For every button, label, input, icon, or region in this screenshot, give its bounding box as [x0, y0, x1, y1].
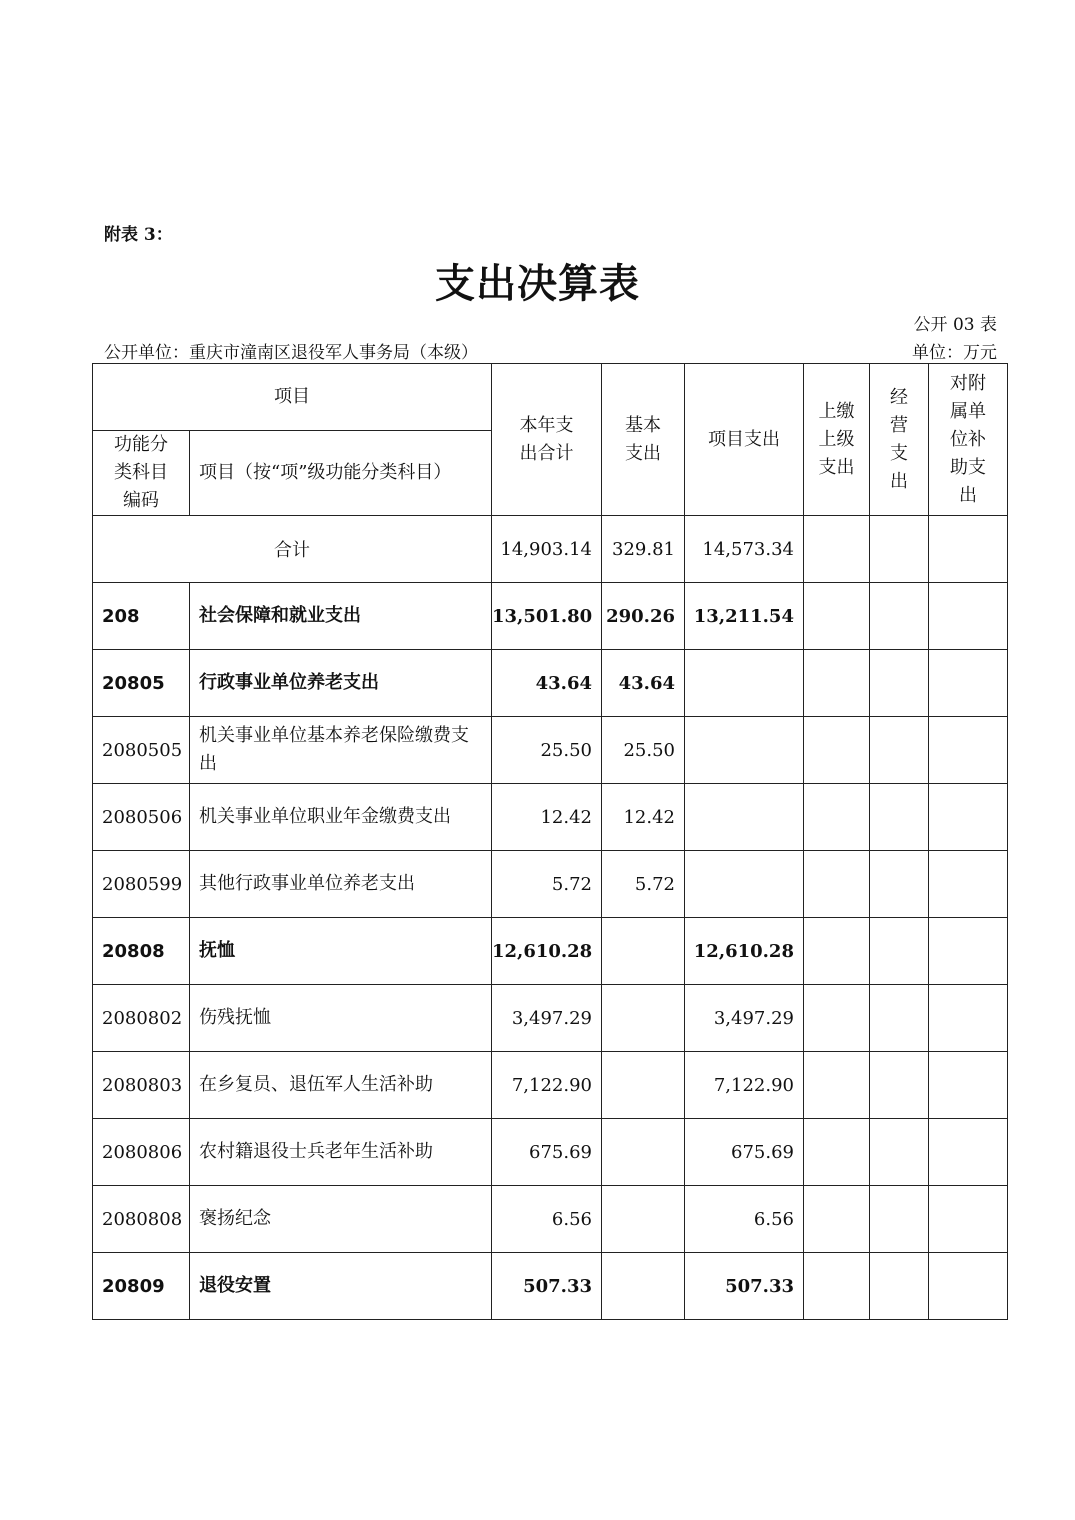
row-code: 2080806: [93, 1119, 190, 1186]
row-project: 6.56: [685, 1186, 804, 1253]
row-business: [870, 1052, 929, 1119]
row-subsidy: [929, 650, 1008, 717]
row-upper: [804, 918, 870, 985]
row-basic: [602, 1186, 685, 1253]
table-row: [93, 1119, 1008, 1186]
row-code: 2080802: [93, 985, 190, 1052]
row-subsidy: [929, 1052, 1008, 1119]
row-name: 伤残抚恤: [190, 985, 492, 1052]
table-row: [93, 650, 1008, 717]
row-name: 机关事业单位职业年金缴费支出: [190, 784, 492, 851]
row-name: 社会保障和就业支出: [190, 583, 492, 650]
row-name: 机关事业单位基本养老保险缴费支出: [190, 717, 492, 784]
row-project: [685, 851, 804, 918]
annex-label: 附表 3：: [104, 225, 173, 245]
row-project: 13,211.54: [685, 583, 804, 650]
header-name: 项目（按“项”级功能分类科目）: [190, 431, 492, 516]
row-business: [870, 918, 929, 985]
row-business: [870, 583, 929, 650]
summary-basic: 329.81: [602, 516, 685, 583]
row-subsidy: [929, 918, 1008, 985]
table-row: [93, 1186, 1008, 1253]
row-upper: [804, 650, 870, 717]
row-basic: [602, 1052, 685, 1119]
row-subsidy: [929, 1186, 1008, 1253]
row-basic: 25.50: [602, 717, 685, 784]
summary-subsidy: [929, 516, 1008, 583]
row-total: 12.42: [492, 784, 602, 851]
row-name: 退役安置: [190, 1253, 492, 1320]
row-subsidy: [929, 583, 1008, 650]
row-code: 2080505: [93, 717, 190, 784]
row-name: 褒扬纪念: [190, 1186, 492, 1253]
summary-total: 14,903.14: [492, 516, 602, 583]
table-row: [93, 583, 1008, 650]
row-project: 7,122.90: [685, 1052, 804, 1119]
row-total: 12,610.28: [492, 918, 602, 985]
header-upper: 上缴上级支出: [804, 364, 870, 516]
row-subsidy: [929, 717, 1008, 784]
row-business: [870, 1253, 929, 1320]
row-upper: [804, 1052, 870, 1119]
row-code: 20809: [93, 1253, 190, 1320]
summary-label: 合计: [93, 516, 492, 583]
row-business: [870, 851, 929, 918]
row-total: 675.69: [492, 1119, 602, 1186]
row-code: 208: [93, 583, 190, 650]
row-code: 20808: [93, 918, 190, 985]
row-business: [870, 717, 929, 784]
table-row: [93, 985, 1008, 1052]
row-subsidy: [929, 851, 1008, 918]
summary-upper: [804, 516, 870, 583]
row-project: [685, 784, 804, 851]
header-project: 项目支出: [685, 364, 804, 516]
currency-unit: 单位：万元: [912, 343, 997, 363]
row-basic: 290.26: [602, 583, 685, 650]
publishing-unit: 公开单位：重庆市潼南区退役军人事务局（本级）: [104, 343, 478, 363]
row-total: 25.50: [492, 717, 602, 784]
row-business: [870, 784, 929, 851]
row-code: 2080808: [93, 1186, 190, 1253]
row-code: 20805: [93, 650, 190, 717]
row-business: [870, 985, 929, 1052]
header-business: 经营支出: [870, 364, 929, 516]
row-project: 507.33: [685, 1253, 804, 1320]
table-row: [93, 1052, 1008, 1119]
row-project: [685, 717, 804, 784]
header-subsidy: 对附属单位补助支出: [929, 364, 1008, 516]
header-basic: 基本支出: [602, 364, 685, 516]
header-code: 功能分类科目编码: [93, 431, 190, 516]
row-total: 13,501.80: [492, 583, 602, 650]
row-code: 2080506: [93, 784, 190, 851]
row-basic: [602, 918, 685, 985]
row-subsidy: [929, 985, 1008, 1052]
summary-row: [93, 516, 1008, 583]
row-upper: [804, 1186, 870, 1253]
row-total: 3,497.29: [492, 985, 602, 1052]
table-row: [93, 784, 1008, 851]
header-total: 本年支出合计: [492, 364, 602, 516]
row-code: 2080803: [93, 1052, 190, 1119]
row-name: 抚恤: [190, 918, 492, 985]
row-total: 507.33: [492, 1253, 602, 1320]
row-upper: [804, 583, 870, 650]
row-total: 6.56: [492, 1186, 602, 1253]
row-business: [870, 1119, 929, 1186]
row-basic: 43.64: [602, 650, 685, 717]
row-upper: [804, 1253, 870, 1320]
table-row: [93, 851, 1008, 918]
row-subsidy: [929, 784, 1008, 851]
row-total: 7,122.90: [492, 1052, 602, 1119]
row-project: 12,610.28: [685, 918, 804, 985]
row-basic: [602, 1119, 685, 1186]
header-item: 项目: [93, 364, 492, 431]
form-number: 公开 03 表: [913, 315, 997, 335]
row-subsidy: [929, 1253, 1008, 1320]
page-title: 支出决算表: [435, 260, 640, 307]
row-project: 675.69: [685, 1119, 804, 1186]
row-business: [870, 650, 929, 717]
row-total: 5.72: [492, 851, 602, 918]
row-upper: [804, 1119, 870, 1186]
row-basic: [602, 1253, 685, 1320]
row-project: [685, 650, 804, 717]
row-name: 其他行政事业单位养老支出: [190, 851, 492, 918]
row-code: 2080599: [93, 851, 190, 918]
row-name: 农村籍退役士兵老年生活补助: [190, 1119, 492, 1186]
table-row: [93, 918, 1008, 985]
row-basic: 12.42: [602, 784, 685, 851]
row-upper: [804, 985, 870, 1052]
expenditure-table: [92, 363, 1008, 1320]
row-upper: [804, 784, 870, 851]
row-name: 在乡复员、退伍军人生活补助: [190, 1052, 492, 1119]
row-total: 43.64: [492, 650, 602, 717]
table-row: [93, 717, 1008, 784]
row-name: 行政事业单位养老支出: [190, 650, 492, 717]
row-project: 3,497.29: [685, 985, 804, 1052]
row-upper: [804, 851, 870, 918]
row-basic: [602, 985, 685, 1052]
summary-project: 14,573.34: [685, 516, 804, 583]
row-business: [870, 1186, 929, 1253]
summary-business: [870, 516, 929, 583]
row-upper: [804, 717, 870, 784]
table-row: [93, 1253, 1008, 1320]
row-subsidy: [929, 1119, 1008, 1186]
row-basic: 5.72: [602, 851, 685, 918]
